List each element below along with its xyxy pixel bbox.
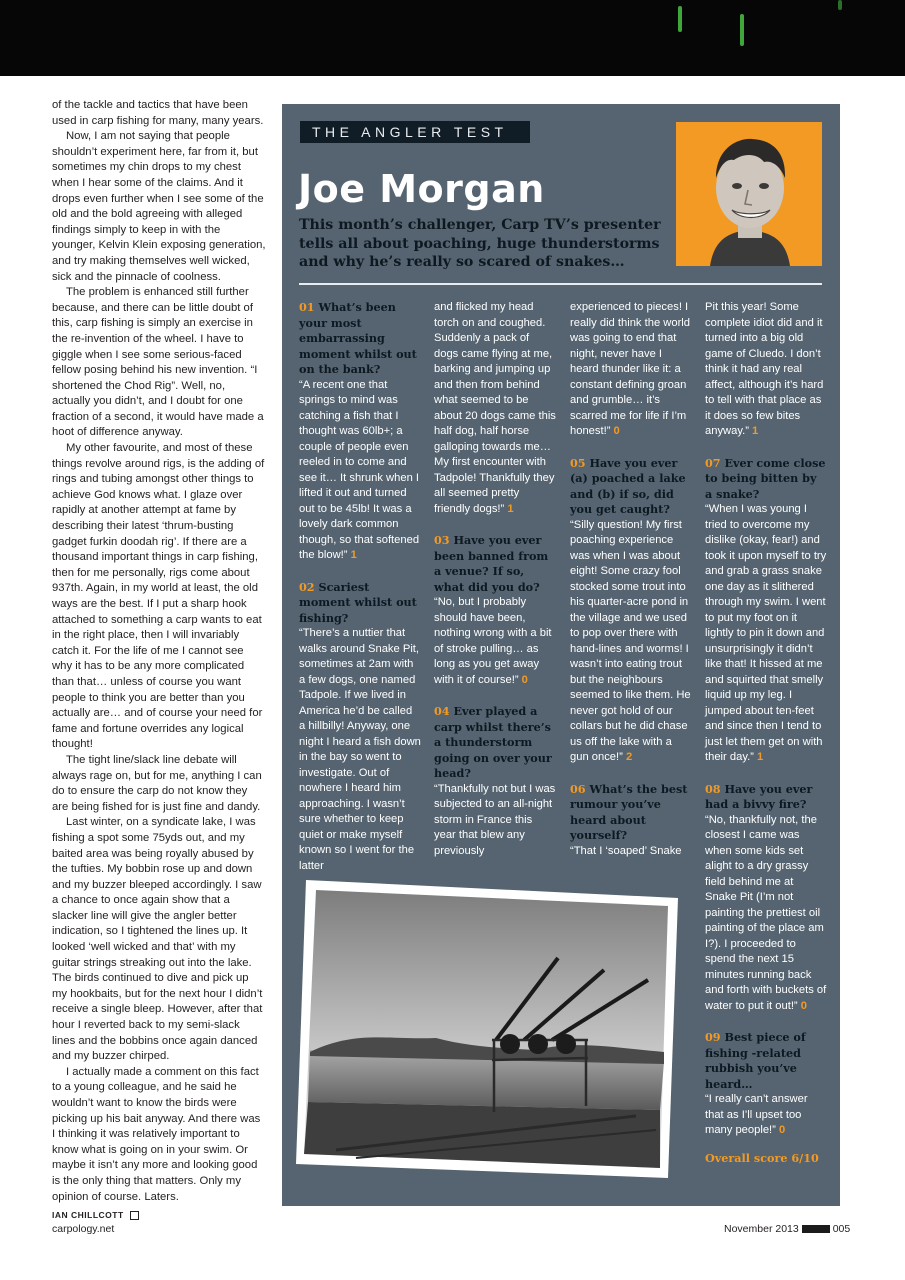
answer-text: “A recent one that springs to mind was catching a fish that I thought was 60lb+; a couple of people even reeled in to come and see it… It shrunk when I lifted it out and turned out to be 45lb! It was a lovely dark common though, so that softened the blow!” <box>299 378 420 561</box>
answer-text: “When I was young I tried to overcome my dislike (okay, fear!) and took it upon myself to try and grab a grass snake one day as it slithered through my swim. I went to put my foot on it lightly to pin it down and unsurprisingly it didn’t like that! It hissed at me and squirted that smelly liquid up my leg. I jumped about ten-feet and since then I tend to just let them get on with their day.” <box>705 503 827 763</box>
score: 0 <box>613 425 620 437</box>
rod-light <box>678 6 682 32</box>
question-heading <box>705 782 827 813</box>
question-text: Ever come close to being bitten by a snake? <box>705 455 826 501</box>
standfirst: This month’s challenger, Carp TV’s presenter tells all about poaching, huge thunderstorms and why he’s really so scared of snakes… <box>299 217 661 270</box>
question-heading <box>434 533 556 595</box>
feature-title: Joe Morgan <box>298 167 545 211</box>
answer-text: “No, thankfully not, the closest I came was when some kids set alight to a dry grassy field behind me at Snake Pit (I’m not painting the prettiest oil painting of the place am I?). I proceeded to spend the next 15 minutes running back and forth with buckets of water to put it out!” <box>705 813 827 1012</box>
question-number: 08 <box>705 781 721 796</box>
score: 1 <box>350 549 357 561</box>
question-number: 02 <box>299 579 315 594</box>
score: 0 <box>521 673 528 686</box>
footer-folio <box>724 1223 850 1235</box>
paragraph: The tight line/slack line debate will always rage on, but for me, anything I can do to ensure the carp do not know they are being fished for is just fine and dandy. <box>52 753 262 813</box>
header-photo-strip <box>0 0 905 76</box>
author-byline <box>52 1208 266 1224</box>
question-number: 06 <box>570 781 586 796</box>
score: 0 <box>779 1124 786 1136</box>
question-text: Scariest moment whilst out fishing? <box>299 579 417 625</box>
magazine-logo-icon <box>802 1225 830 1233</box>
question-heading <box>299 300 421 378</box>
question-heading <box>705 456 827 503</box>
question-number: 01 <box>299 300 315 314</box>
answer-text: “That I ‘soaped’ Snake <box>570 844 682 857</box>
column-article <box>52 98 266 1224</box>
footer-site: carpology.net <box>52 1223 115 1235</box>
footer-issue: November 2013 <box>724 1223 799 1235</box>
qa-column-4 <box>705 300 827 1166</box>
rod-pod-illustration <box>296 880 678 1178</box>
question-heading <box>299 580 421 627</box>
paragraph: Now, I am not saying that people shouldn’t experiment here, far from it, but sometimes my chin drops to my chest when I hear some of the claims. And it drops even further when I see some of the old and the bold agreeing with alleged findings simply to keep in with the younger, Kelvin Klein exposing generation, and try making themselves well wicked, sick and the pinnacle of coolness. <box>52 130 266 283</box>
question-number: 09 <box>705 1030 721 1044</box>
question-text: Ever played a carp whilst there’s a thunderstorm going on over your head? <box>434 704 552 780</box>
rod-light <box>740 14 744 46</box>
paragraph: I actually made a comment on this fact to a young colleague, and he said he wouldn’t want to know the birds were picking up his bait anyway. And there was I thinking it was relatively important to know what is going on in your swim. Or maybe it isn’t any more and looking good is the only thing that matters. Only my opinion of course. Laters. <box>52 1065 261 1203</box>
page-number: 005 <box>832 1223 851 1235</box>
score: 1 <box>507 502 514 515</box>
divider <box>299 283 822 285</box>
question-text: Have you ever (a) poached a lake and (b) if so, did you get caught? <box>570 455 686 516</box>
question-heading <box>570 782 692 844</box>
paragraph: Last winter, on a syndicate lake, I was fishing a spot some 75yds out, and my baited area was being royally abused by the tufties. My bobbin rose up and down and my buzzer bleeped accordingly. I saw a chance to once again show that a slacker line will give the angler better indication, so I tightened the lines up. It looked ‘well wicked and that’ with my guitar strings streaking out into the lake. The birds continued to dive and pick up my hookbaits, but for the next hour I didn’t receive a single bleep. However, after that hour I reverted back to my semi-slack lines and the bobbins once again danced and my buzzer chirped. <box>52 816 263 1063</box>
question-text: Have you ever been banned from a venue? If so, what did you do? <box>434 533 549 594</box>
question-heading <box>570 456 692 518</box>
answer-text: “Thankfully not but I was subjected to an all-night storm in France this year that blew any previously <box>434 782 556 857</box>
answer-text: “No, but I probably should have been, nothing wrong with a bit of stroke pulling… as long as you get away with it of course!” <box>434 596 552 686</box>
question-heading <box>434 704 556 782</box>
question-heading <box>705 1030 827 1092</box>
paragraph: My other favourite, and most of these things revolve around rigs, is the adding of rings and tubing amongst other things to achieve God knows what. I glaze over rapidly at another attempt at fame by describing their latest ‘thrum-busting gadget furkin doodah rig’. If there are a thousand important things in carp fishing, then for me personally, rigs come about 937th. Again, in my world at least, the old ways are the best. If I put a sharp hook attached to something a carp wants to eat in the right place, then I will invariably catch it. For the life of me I cannot see why it has to be any more complicated than that… unless of course you want people to think you are better than you actually are… and of course your need for fame and fortune overrides any logical thought! <box>52 442 265 751</box>
question-number: 03 <box>434 533 450 547</box>
portrait-photo <box>676 122 822 266</box>
rod-light <box>838 0 842 10</box>
answer-text: experienced to pieces! I really did think the world was going to end that night, never have I heard thunder like it: a constant defining groan and grumble… it’s scarred me for life if I’m honest!” <box>570 301 691 437</box>
score: 1 <box>752 425 759 437</box>
paragraph: of the tackle and tactics that have been used in carp fishing for many, many years. <box>52 99 264 127</box>
answer-text: and flicked my head torch on and coughed. Suddenly a pack of dogs came flying at me, barking and jumping up and then from behind what seemed to be about 20 dogs came this half dog, half horse galloping towards me… My first encounter with Tadpole! Thankfully they all seemed pretty friendly dogs!” <box>434 301 556 515</box>
lake-photo <box>296 880 678 1178</box>
answer-text: “Silly question! My first poaching experience was when I was about eight! Some crazy fool stocked some trout into his quarter-acre pond in the village and we used to pop over there with hand-lines and worms! I wasn’t into eating trout but the neighbours seemed to like them. He never got hold of our collars but he did chase us off the lake with a gun once!” <box>570 518 691 763</box>
question-number: 04 <box>434 704 450 718</box>
question-text: Best piece of fishing -related rubbish you’ve heard… <box>705 1030 806 1091</box>
qa-column-3 <box>570 300 692 859</box>
answer-text: “I really can’t answer that as I’ll upset too many people!” <box>705 1093 808 1136</box>
score: 1 <box>757 751 764 763</box>
qa-column-1 <box>299 300 421 874</box>
question-number: 07 <box>705 455 721 470</box>
end-mark-icon <box>130 1211 139 1220</box>
section-kicker: THE ANGLER TEST <box>300 121 530 143</box>
paragraph: The problem is enhanced still further because, and there can be little doubt of this, carp fishing is simply an exercise in the re-invention of the wheel. I have to giggle when I see some serious-faced fellow posing behind his new invention. “I shortened the Chod Rig”. Well, no, actually you didn’t, and I doubt for one fraction of a second, it would have made a hoot of difference anyway. <box>52 286 264 439</box>
question-text: Have you ever had a bivvy fire? <box>705 781 813 811</box>
question-text: What’s been your most embarrassing moment whilst out on the bank? <box>299 300 417 376</box>
answer-text: Pit this year! Some complete idiot did and it turned into a big old game of Cluedo. I don’t think it had any real affect, although it’s hard to tell with that place as it does so few bites anyway.” <box>705 301 824 437</box>
score: 2 <box>625 751 633 763</box>
qa-column-2 <box>434 300 556 859</box>
answer-text: “There’s a nuttier that walks around Snake Pit, sometimes at 2am with a few dogs, one named Tadpole. If we lived in America he’d be called a hillbilly! Anyway, one night I heard a fish down in the bay so went to investigate. Out of nowhere I heard him approaching. I wasn’t sure whether to keep quiet or make myself known so I went for the latter <box>299 627 421 872</box>
overall-score: Overall score 6/10 <box>705 1150 819 1165</box>
question-number: 05 <box>570 455 586 470</box>
question-text: What’s the best rumour you’ve heard about yourself? <box>570 781 688 842</box>
portrait-illustration <box>676 122 822 266</box>
score: 0 <box>800 999 807 1012</box>
author-name: IAN CHILLCOTT <box>52 1210 124 1221</box>
